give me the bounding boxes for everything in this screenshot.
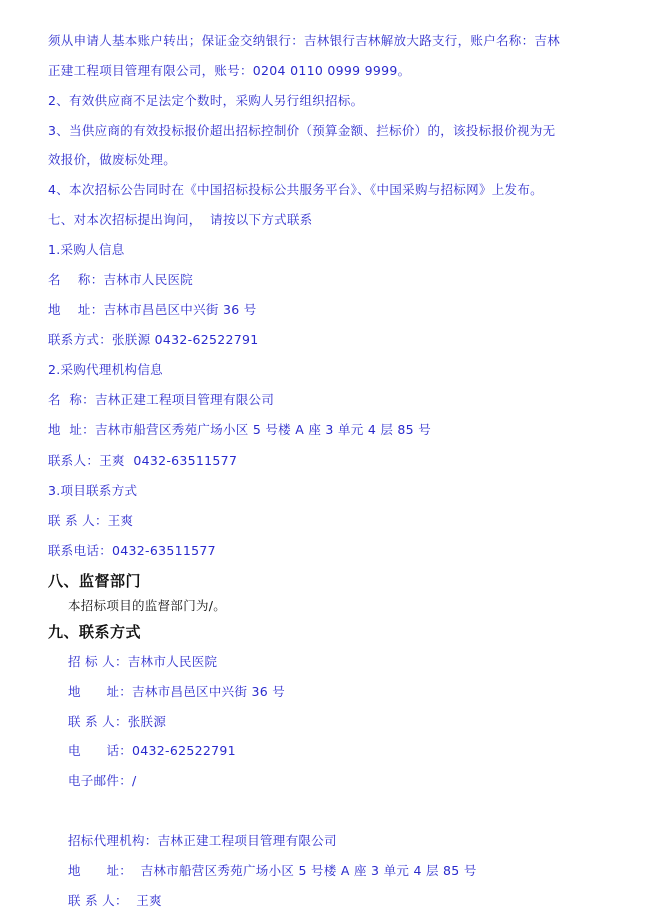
text-line-clause-3: 3、当供应商的有效投标报价超出招标控制价（预算金额、拦标价）的，该投标报价视为无 [48,123,556,138]
tenderer-address: 地 址：吉林市昌邑区中兴街 36 号 [68,684,286,699]
tenderer-phone: 电 话：0432-62522791 [68,743,236,758]
agency-contact: 联系人：王爽 0432-63511577 [48,453,238,468]
agency-address: 地 址：吉林市船营区秀苑广场小区 5 号楼 A 座 3 单元 4 层 85 号 [48,422,431,437]
purchaser-info-title: 1.采购人信息 [48,242,125,257]
agency-address-2: 地 址： 吉林市船营区秀苑广场小区 5 号楼 A 座 3 单元 4 层 85 号 [68,863,477,878]
tenderer-email: 电子邮件：/ [68,773,137,788]
section-9-heading: 九、联系方式 [48,623,142,641]
text-line-clause-3-cont: 效报价，做废标处理。 [48,152,177,167]
tenderer-name: 招 标 人：吉林市人民医院 [68,654,218,669]
project-contact-title: 3.项目联系方式 [48,483,138,498]
text-line-account-number: 正建工程项目管理有限公司，账号：0204 0110 0999 9999。 [48,63,411,78]
tenderer-contact-person: 联 系 人：张朕源 [68,714,167,729]
supervision-text: 本招标项目的监督部门为/。 [68,598,227,613]
purchaser-address: 地 址：吉林市昌邑区中兴街 36 号 [48,302,257,317]
agency-name-2: 招标代理机构：吉林正建工程项目管理有限公司 [68,833,337,848]
section-8-heading: 八、监督部门 [48,572,142,590]
text-line-clause-4: 4、本次招标公告同时在《中国招标投标公共服务平台》、《中国采购与招标网》上发布。 [48,182,543,197]
text-line-guarantee-bank: 须从申请人基本账户转出；保证金交纳银行：吉林银行吉林解放大路支行，账户名称：吉林 [48,33,561,48]
purchaser-name: 名 称：吉林市人民医院 [48,272,194,287]
agency-name: 名 称：吉林正建工程项目管理有限公司 [48,392,275,407]
purchaser-contact: 联系方式：张朕源 0432-62522791 [48,332,259,347]
project-contact-person: 联 系 人：王爽 [48,513,134,528]
section-7-title: 七、对本次招标提出询问， 请按以下方式联系 [48,212,313,227]
agency-info-title: 2.采购代理机构信息 [48,362,163,377]
text-line-clause-2: 2、有效供应商不足法定个数时，采购人另行组织招标。 [48,93,364,108]
project-contact-phone: 联系电话：0432-63511577 [48,543,216,558]
agency-contact-2: 联 系 人： 王爽 [68,893,162,908]
